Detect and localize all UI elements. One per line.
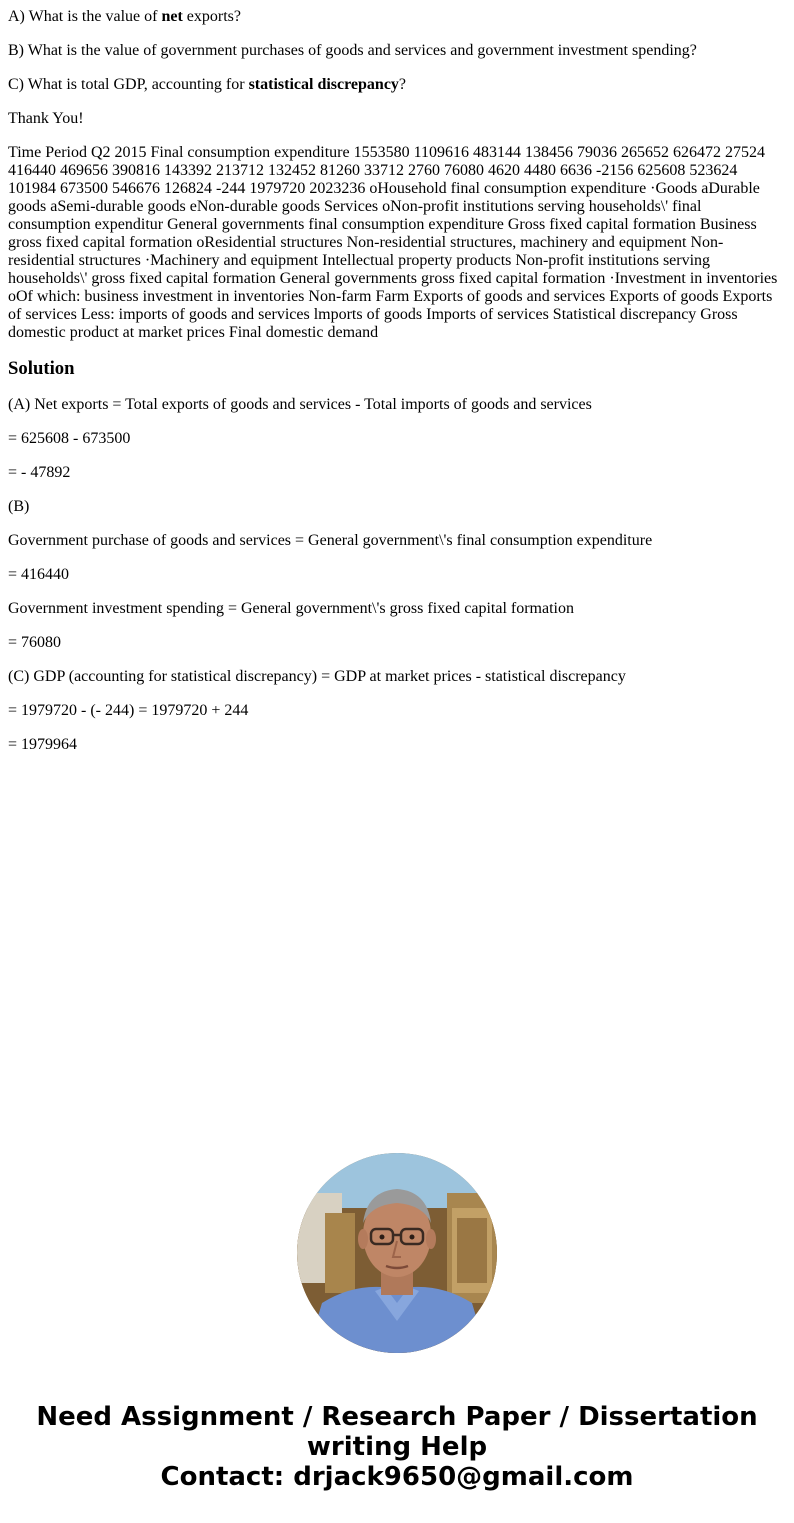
help-footer bbox=[0, 1402, 794, 1492]
solution-line: = 625608 - 673500 bbox=[8, 430, 131, 447]
solution-heading: Solution bbox=[8, 358, 75, 379]
question-a-suffix: exports? bbox=[182, 8, 241, 25]
solution-line: = 1979720 - (- 244) = 1979720 + 244 bbox=[8, 702, 249, 719]
footer-line-1: Need Assignment / Research Paper / Dissertation bbox=[36, 1402, 758, 1432]
solution-line: = 76080 bbox=[8, 634, 62, 651]
question-a-bold: net bbox=[161, 8, 183, 25]
solution-line: (B) bbox=[8, 498, 30, 515]
table-text: Time Period Q2 2015 Final consumption expenditure 1553580 1109616 483144 138456 79036 265652 626472 27524 416440 469656 390816 143392 213712 132452 81260 33712 2760 76080 4620 4480 6636 -2156 625608 523624 101984 673500 546676 126824 -244 1979720 2023236 oHousehold final consumption expenditure ·Goods aDurable goods aSemi-durable goods eNon-durable goods Services oNon-profit institutions serving households\' final consumption expenditur General governments final consumption expenditure Gross fixed capital formation Business gross fixed capital formation oResidential structures Non-residential structures, machinery and equipment Non-residential structures ·Machinery and equipment Intellectual property products Non-profit institutions serving households\' gross fixed capital formation General governments gross fixed capital formation ·Investment in inventories oOf which: business investment in inventories Non-farm Farm Exports of goods and services Exports of goods Exports of services Less: imports of goods and services lmports of goods Imports of services Statistical discrepancy Gross domestic product at market prices Final domestic demand bbox=[8, 144, 778, 341]
solution-line: = 1979964 bbox=[8, 736, 78, 753]
question-c-prefix: C) What is total GDP, accounting for bbox=[8, 76, 249, 93]
thank-you-text: Thank You! bbox=[8, 110, 84, 127]
solution-lines bbox=[8, 396, 778, 754]
footer-line-2: writing Help bbox=[306, 1432, 488, 1462]
question-a-prefix: A) What is the value of bbox=[8, 8, 162, 25]
solution-line: (A) Net exports = Total exports of goods and services - Total imports of goods and services bbox=[8, 396, 592, 413]
solution-line: = 416440 bbox=[8, 566, 70, 583]
question-a bbox=[8, 8, 778, 26]
solution-line: Government purchase of goods and services = General government\'s final consumption expenditure bbox=[8, 532, 653, 549]
question-c-bold: statistical discrepancy bbox=[248, 76, 399, 93]
question-c-suffix: ? bbox=[398, 76, 407, 93]
author-avatar bbox=[297, 1153, 497, 1353]
solution-line: Government investment spending = General government\'s gross fixed capital formation bbox=[8, 600, 574, 617]
document-body bbox=[8, 0, 778, 770]
question-b: B) What is the value of government purchases of goods and services and government investment spending? bbox=[8, 42, 697, 59]
question-c bbox=[8, 76, 778, 94]
footer-contact: Contact: drjack9650@gmail.com bbox=[160, 1462, 634, 1492]
solution-line: = - 47892 bbox=[8, 464, 71, 481]
solution-line: (C) GDP (accounting for statistical discrepancy) = GDP at market prices - statistical discrepancy bbox=[8, 668, 626, 685]
